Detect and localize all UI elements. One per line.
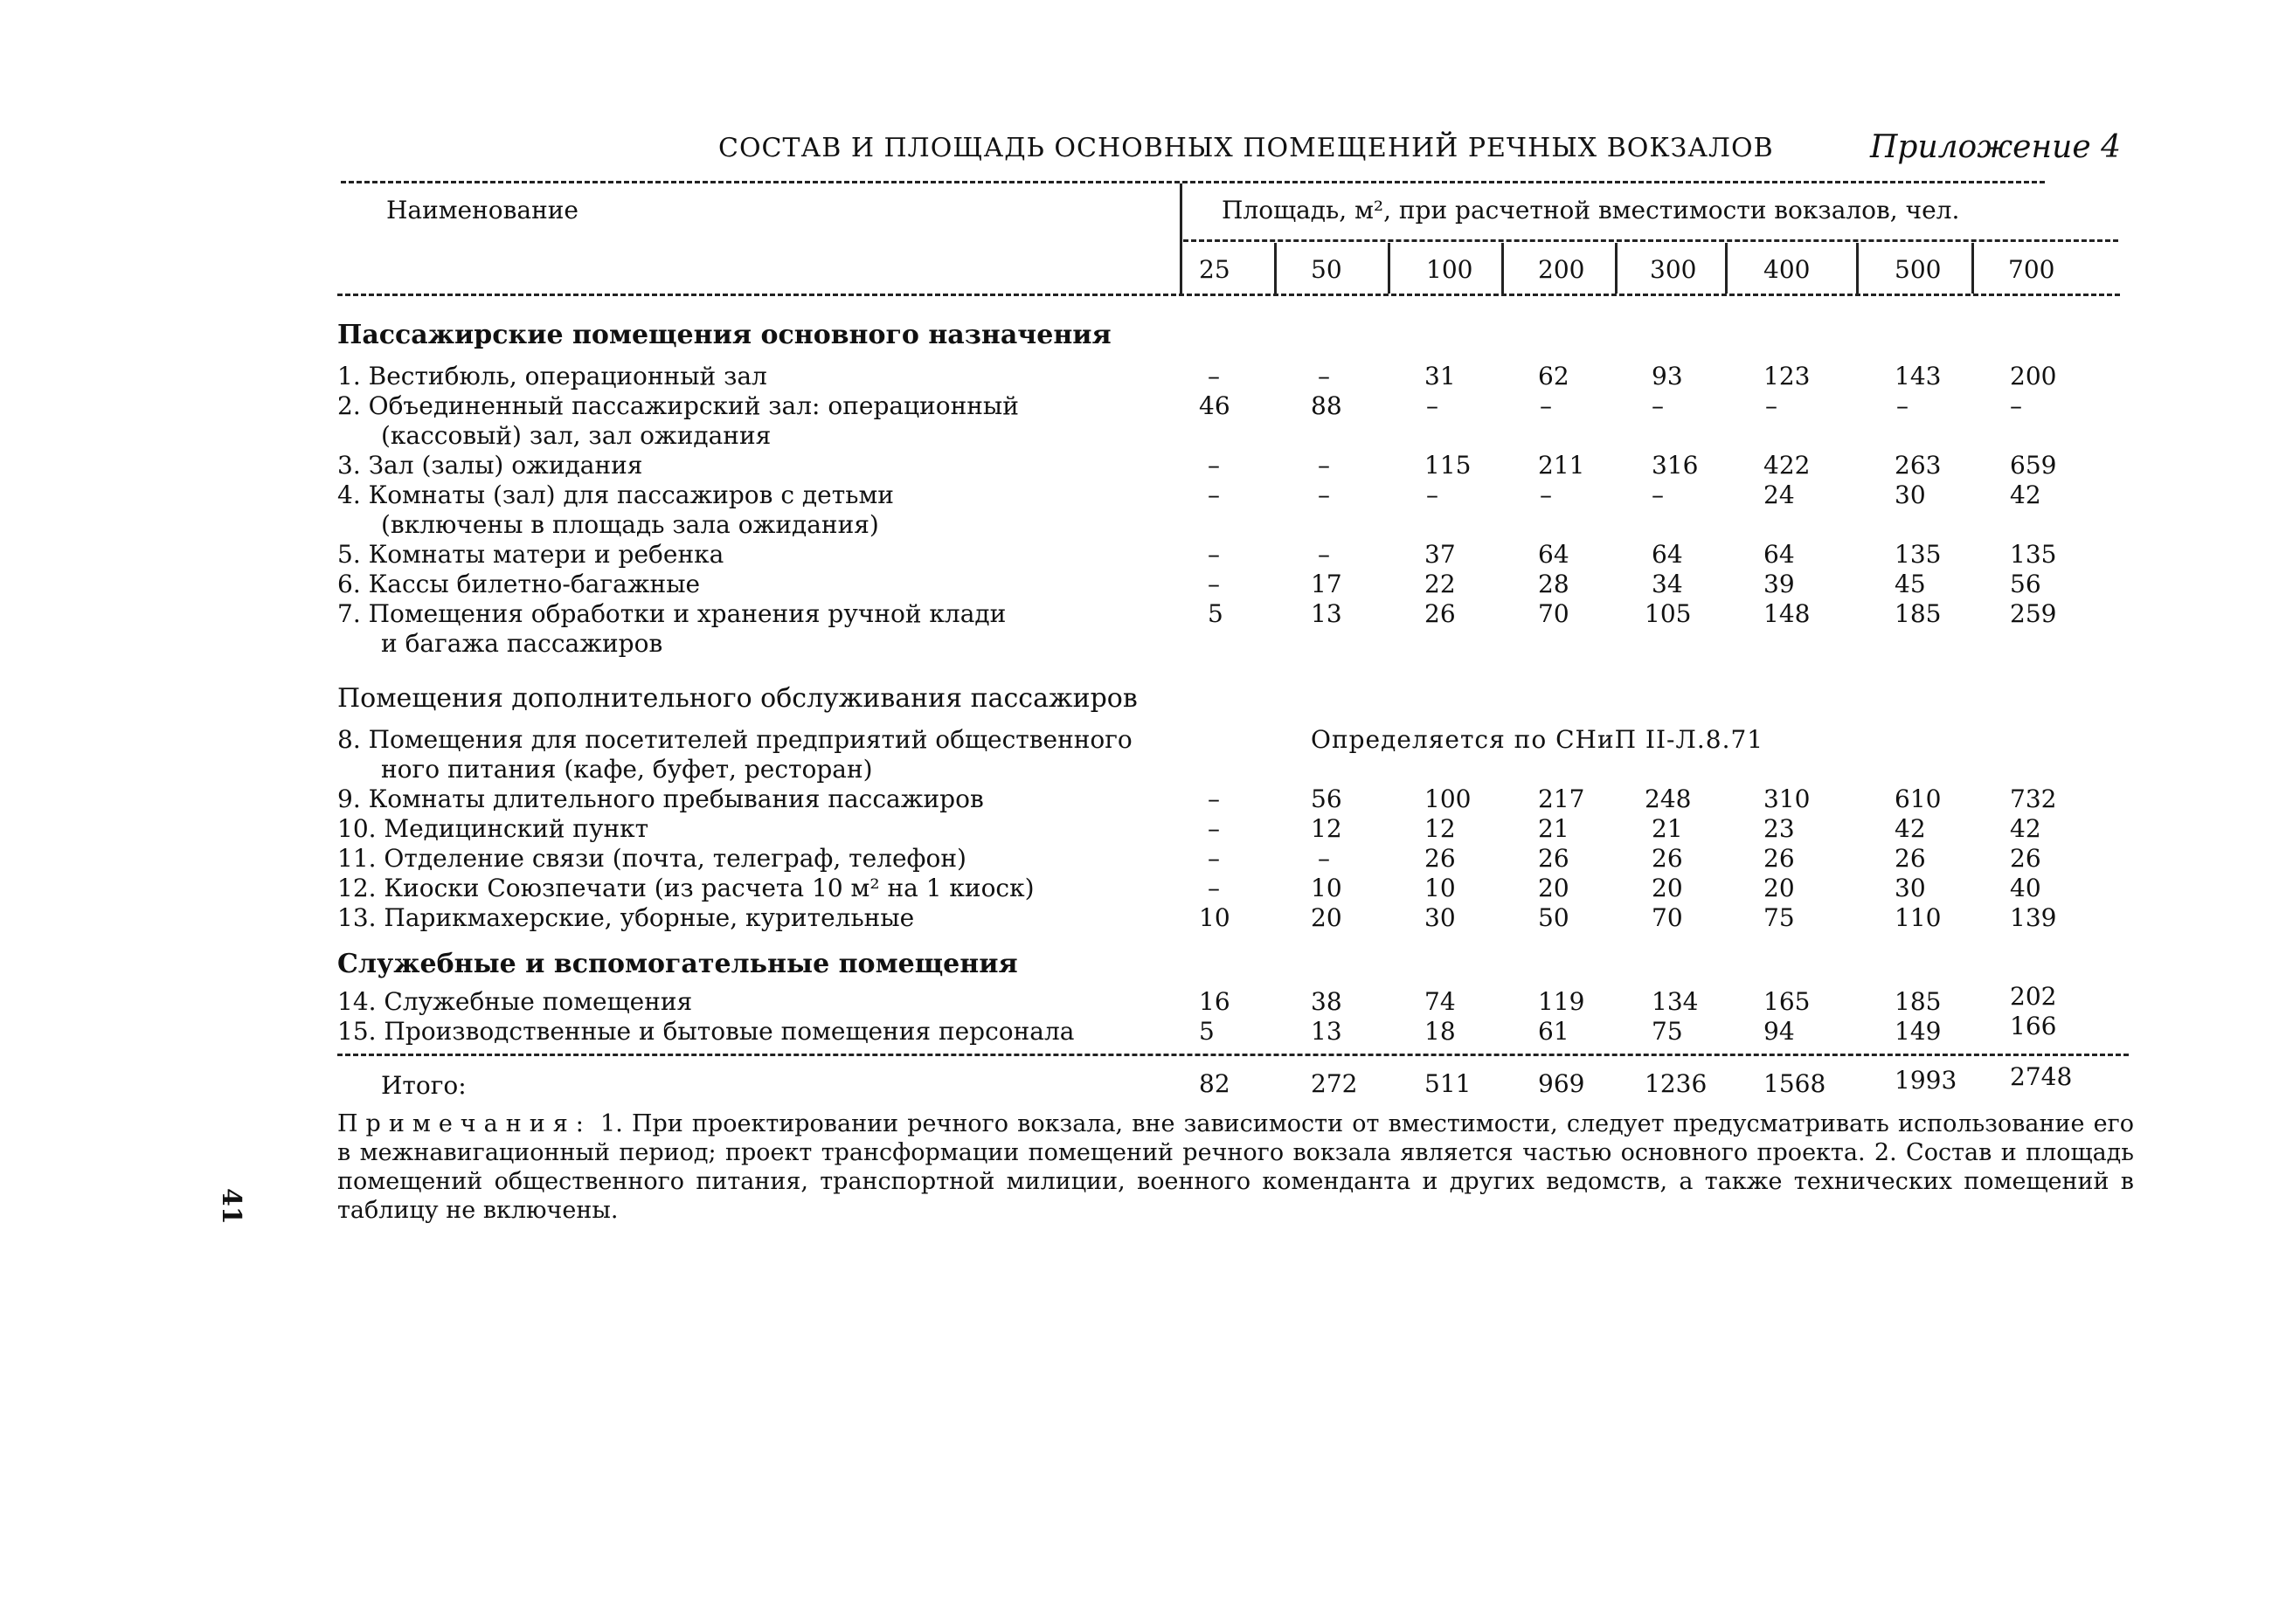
row-value: 26 <box>2010 844 2041 873</box>
row-value: 28 <box>1538 570 1569 598</box>
section-title: Пассажирские помещения основного назначения <box>337 320 1112 350</box>
appendix-label: Приложение 4 <box>1870 129 2121 165</box>
row-value: 64 <box>1538 540 1569 569</box>
header-bottom-rule <box>337 294 2120 296</box>
row-value: 143 <box>1895 362 1942 390</box>
row-value: 74 <box>1424 987 1456 1016</box>
total-value: 1993 <box>1895 1066 1957 1095</box>
notes-text: 1. При проектировании речного вокзала, вне зависимости от вместимости, следует предусматривать использование его в межнавигационный период; проект трансформации помещений речного вокзала является частью основного проекта. 2. Состав и площадь помещений общественного питания, транспортной милиции, военного коменданта и других ведомств, а также технических помещений в таблицу не включены. <box>337 1110 2134 1224</box>
row-value: 166 <box>2010 1012 2057 1040</box>
capacity-header: 700 <box>2008 255 2055 284</box>
page-title: СОСТАВ И ПЛОЩАДЬ ОСНОВНЫХ ПОМЕЩЕНИЙ РЕЧНЫХ ВОКЗАЛОВ <box>718 133 1774 163</box>
row-value: 732 <box>2010 784 2057 813</box>
row-value: – <box>1208 784 1220 813</box>
row-value: – <box>1896 391 1909 420</box>
row-value: – <box>1208 570 1220 598</box>
row-value: 610 <box>1895 784 1942 813</box>
row-value: 26 <box>1763 844 1795 873</box>
row-value: 115 <box>1424 451 1472 480</box>
row-value: 105 <box>1645 599 1692 628</box>
row-value: – <box>1318 540 1330 569</box>
total-value: 272 <box>1311 1069 1358 1098</box>
row-value: 13 <box>1311 599 1342 628</box>
capacity-header: 50 <box>1311 255 1342 284</box>
row-value: 316 <box>1652 451 1699 480</box>
capacity-header: 300 <box>1650 255 1697 284</box>
row-value: 26 <box>1538 844 1569 873</box>
capacity-header: 200 <box>1538 255 1585 284</box>
row-value: – <box>1318 844 1330 873</box>
row-value: 135 <box>2010 540 2057 569</box>
capacity-header: 400 <box>1763 255 1811 284</box>
row-value: 45 <box>1895 570 1926 598</box>
row-name: 5. Комнаты матери и ребенка <box>337 540 724 569</box>
row-value: 16 <box>1199 987 1230 1016</box>
table-top-rule <box>341 181 2045 183</box>
row-value: 202 <box>2010 982 2057 1011</box>
capacity-header: 500 <box>1895 255 1942 284</box>
row-value: 42 <box>1895 814 1926 843</box>
row-value: 21 <box>1538 814 1569 843</box>
row-value: 135 <box>1895 540 1942 569</box>
total-value: 82 <box>1199 1069 1230 1098</box>
row-value: 24 <box>1763 480 1795 509</box>
row-name: 10. Медицинский пункт <box>337 814 649 843</box>
row-value: 259 <box>2010 599 2057 628</box>
total-value: 969 <box>1538 1069 1585 1098</box>
row-name-continued: и багажа пассажиров <box>381 629 663 658</box>
row-name: 14. Служебные помещения <box>337 987 693 1016</box>
row-value: 149 <box>1895 1017 1942 1046</box>
row-value: – <box>1318 451 1330 480</box>
row-value: 310 <box>1763 784 1811 813</box>
row-value: – <box>2010 391 2022 420</box>
row-value: – <box>1540 391 1552 420</box>
row-value: 42 <box>2010 480 2041 509</box>
row-value: 13 <box>1311 1017 1342 1046</box>
row-name: 1. Вестибюль, операционный зал <box>337 362 767 390</box>
notes-lead: Примечания: <box>337 1110 592 1137</box>
row-value: – <box>1318 362 1330 390</box>
row-value: 123 <box>1763 362 1811 390</box>
row-value: 56 <box>1311 784 1342 813</box>
row-value: – <box>1426 480 1438 509</box>
row-value: 93 <box>1652 362 1683 390</box>
row-value: 422 <box>1763 451 1811 480</box>
row-value: 185 <box>1895 599 1942 628</box>
row-value: 20 <box>1652 874 1683 902</box>
row-value: 26 <box>1424 599 1456 628</box>
row-value: 217 <box>1538 784 1585 813</box>
row-value: – <box>1652 391 1664 420</box>
row-value: – <box>1765 391 1777 420</box>
row-value: 75 <box>1652 1017 1683 1046</box>
row-value: 40 <box>2010 874 2041 902</box>
row-value: – <box>1426 391 1438 420</box>
row-value: 22 <box>1424 570 1456 598</box>
row-value: 20 <box>1538 874 1569 902</box>
row-value: 20 <box>1311 903 1342 932</box>
row-value: 21 <box>1652 814 1683 843</box>
row-value: 50 <box>1538 903 1569 932</box>
row-value: 39 <box>1763 570 1795 598</box>
row-value: 139 <box>2010 903 2057 932</box>
row-value: 62 <box>1538 362 1569 390</box>
row-value: – <box>1208 540 1220 569</box>
row-value: – <box>1208 874 1220 902</box>
row-value: 5 <box>1208 599 1223 628</box>
header-area: Площадь, м², при расчетной вместимости вокзалов, чел. <box>1222 196 1960 225</box>
row-name: 6. Кассы билетно-багажные <box>337 570 701 598</box>
row-value: 12 <box>1424 814 1456 843</box>
row-value: – <box>1652 480 1664 509</box>
row-value: 26 <box>1424 844 1456 873</box>
row-value: 61 <box>1538 1017 1569 1046</box>
row-value: 10 <box>1199 903 1230 932</box>
row-name: 13. Парикмахерские, уборные, курительные <box>337 903 915 932</box>
row-value: 56 <box>2010 570 2041 598</box>
row-value: 100 <box>1424 784 1472 813</box>
section-title: Помещения дополнительного обслуживания пассажиров <box>337 683 1138 714</box>
row-value: 26 <box>1652 844 1683 873</box>
row-value: – <box>1318 480 1330 509</box>
row-value: 37 <box>1424 540 1456 569</box>
total-value: 2748 <box>2010 1062 2073 1091</box>
row-value: 34 <box>1652 570 1683 598</box>
row-value: 659 <box>2010 451 2057 480</box>
row-value: 75 <box>1763 903 1795 932</box>
row-name-continued: (кассовый) зал, зал ожидания <box>381 421 772 450</box>
total-value: 1568 <box>1763 1069 1826 1098</box>
row-name: 2. Объединенный пассажирский зал: операционный <box>337 391 1019 420</box>
row-value: 5 <box>1199 1017 1215 1046</box>
row-value: 185 <box>1895 987 1942 1016</box>
row-value: 30 <box>1895 480 1926 509</box>
row-name: 8. Помещения для посетителей предприятий общественного <box>337 725 1133 754</box>
row-value: 18 <box>1424 1017 1456 1046</box>
row-name-continued: (включены в площадь зала ожидания) <box>381 510 879 539</box>
row-name: 9. Комнаты длительного пребывания пассажиров <box>337 784 984 813</box>
row-value: 42 <box>2010 814 2041 843</box>
row-value: 23 <box>1763 814 1795 843</box>
row-value: 148 <box>1763 599 1811 628</box>
row-value: 70 <box>1538 599 1569 628</box>
total-value: 1236 <box>1645 1069 1708 1098</box>
header-divider <box>1180 183 1182 295</box>
row-name: 3. Зал (залы) ожидания <box>337 451 643 480</box>
row-value: 64 <box>1652 540 1683 569</box>
row-value: 12 <box>1311 814 1342 843</box>
section-title: Служебные и вспомогательные помещения <box>337 949 1018 979</box>
row-name: 4. Комнаты (зал) для пассажиров с детьми <box>337 480 894 509</box>
row-value: 165 <box>1763 987 1811 1016</box>
row-value: 211 <box>1538 451 1585 480</box>
row-value: 248 <box>1645 784 1692 813</box>
capacity-header: 100 <box>1426 255 1473 284</box>
row-name: 15. Производственные и бытовые помещения персонала <box>337 1017 1075 1046</box>
header-name: Наименование <box>386 196 578 225</box>
row-value: 110 <box>1895 903 1942 932</box>
row-value: 30 <box>1424 903 1456 932</box>
row-name: 12. Киоски Союзпечати (из расчета 10 м² на 1 киоск) <box>337 874 1035 902</box>
row-value: 10 <box>1311 874 1342 902</box>
row-value: – <box>1208 451 1220 480</box>
row-value: 200 <box>2010 362 2057 390</box>
row-value: 64 <box>1763 540 1795 569</box>
row-value: 46 <box>1199 391 1230 420</box>
total-label: Итого: <box>381 1071 467 1100</box>
row-value: 94 <box>1763 1017 1795 1046</box>
row-value: – <box>1208 362 1220 390</box>
row-value: – <box>1540 480 1552 509</box>
row-value: 31 <box>1424 362 1456 390</box>
row-value: – <box>1208 844 1220 873</box>
row-value: 26 <box>1895 844 1926 873</box>
row-value: 119 <box>1538 987 1585 1016</box>
row-name: 11. Отделение связи (почта, телеграф, телефон) <box>337 844 966 873</box>
capacity-row-rule <box>1183 239 2118 242</box>
row-value: 88 <box>1311 391 1342 420</box>
row-value: 30 <box>1895 874 1926 902</box>
row-name: 7. Помещения обработки и хранения ручной клади <box>337 599 1007 628</box>
cap-divider-6 <box>1856 243 1859 294</box>
row-value: 263 <box>1895 451 1942 480</box>
row-value: – <box>1208 480 1220 509</box>
row-value: 17 <box>1311 570 1342 598</box>
row-name-continued: ного питания (кафе, буфет, ресторан) <box>381 755 873 784</box>
row-value: 38 <box>1311 987 1342 1016</box>
span-note: Определяется по СНиП II-Л.8.71 <box>1311 725 1764 754</box>
row-value: 10 <box>1424 874 1456 902</box>
row-value: 20 <box>1763 874 1795 902</box>
capacity-header: 25 <box>1199 255 1230 284</box>
row-value: – <box>1208 814 1220 843</box>
total-value: 511 <box>1424 1069 1472 1098</box>
total-rule <box>337 1054 2129 1056</box>
page-number: 41 <box>216 1188 246 1225</box>
row-value: 70 <box>1652 903 1683 932</box>
notes <box>337 1109 2134 1225</box>
row-value: 134 <box>1652 987 1699 1016</box>
